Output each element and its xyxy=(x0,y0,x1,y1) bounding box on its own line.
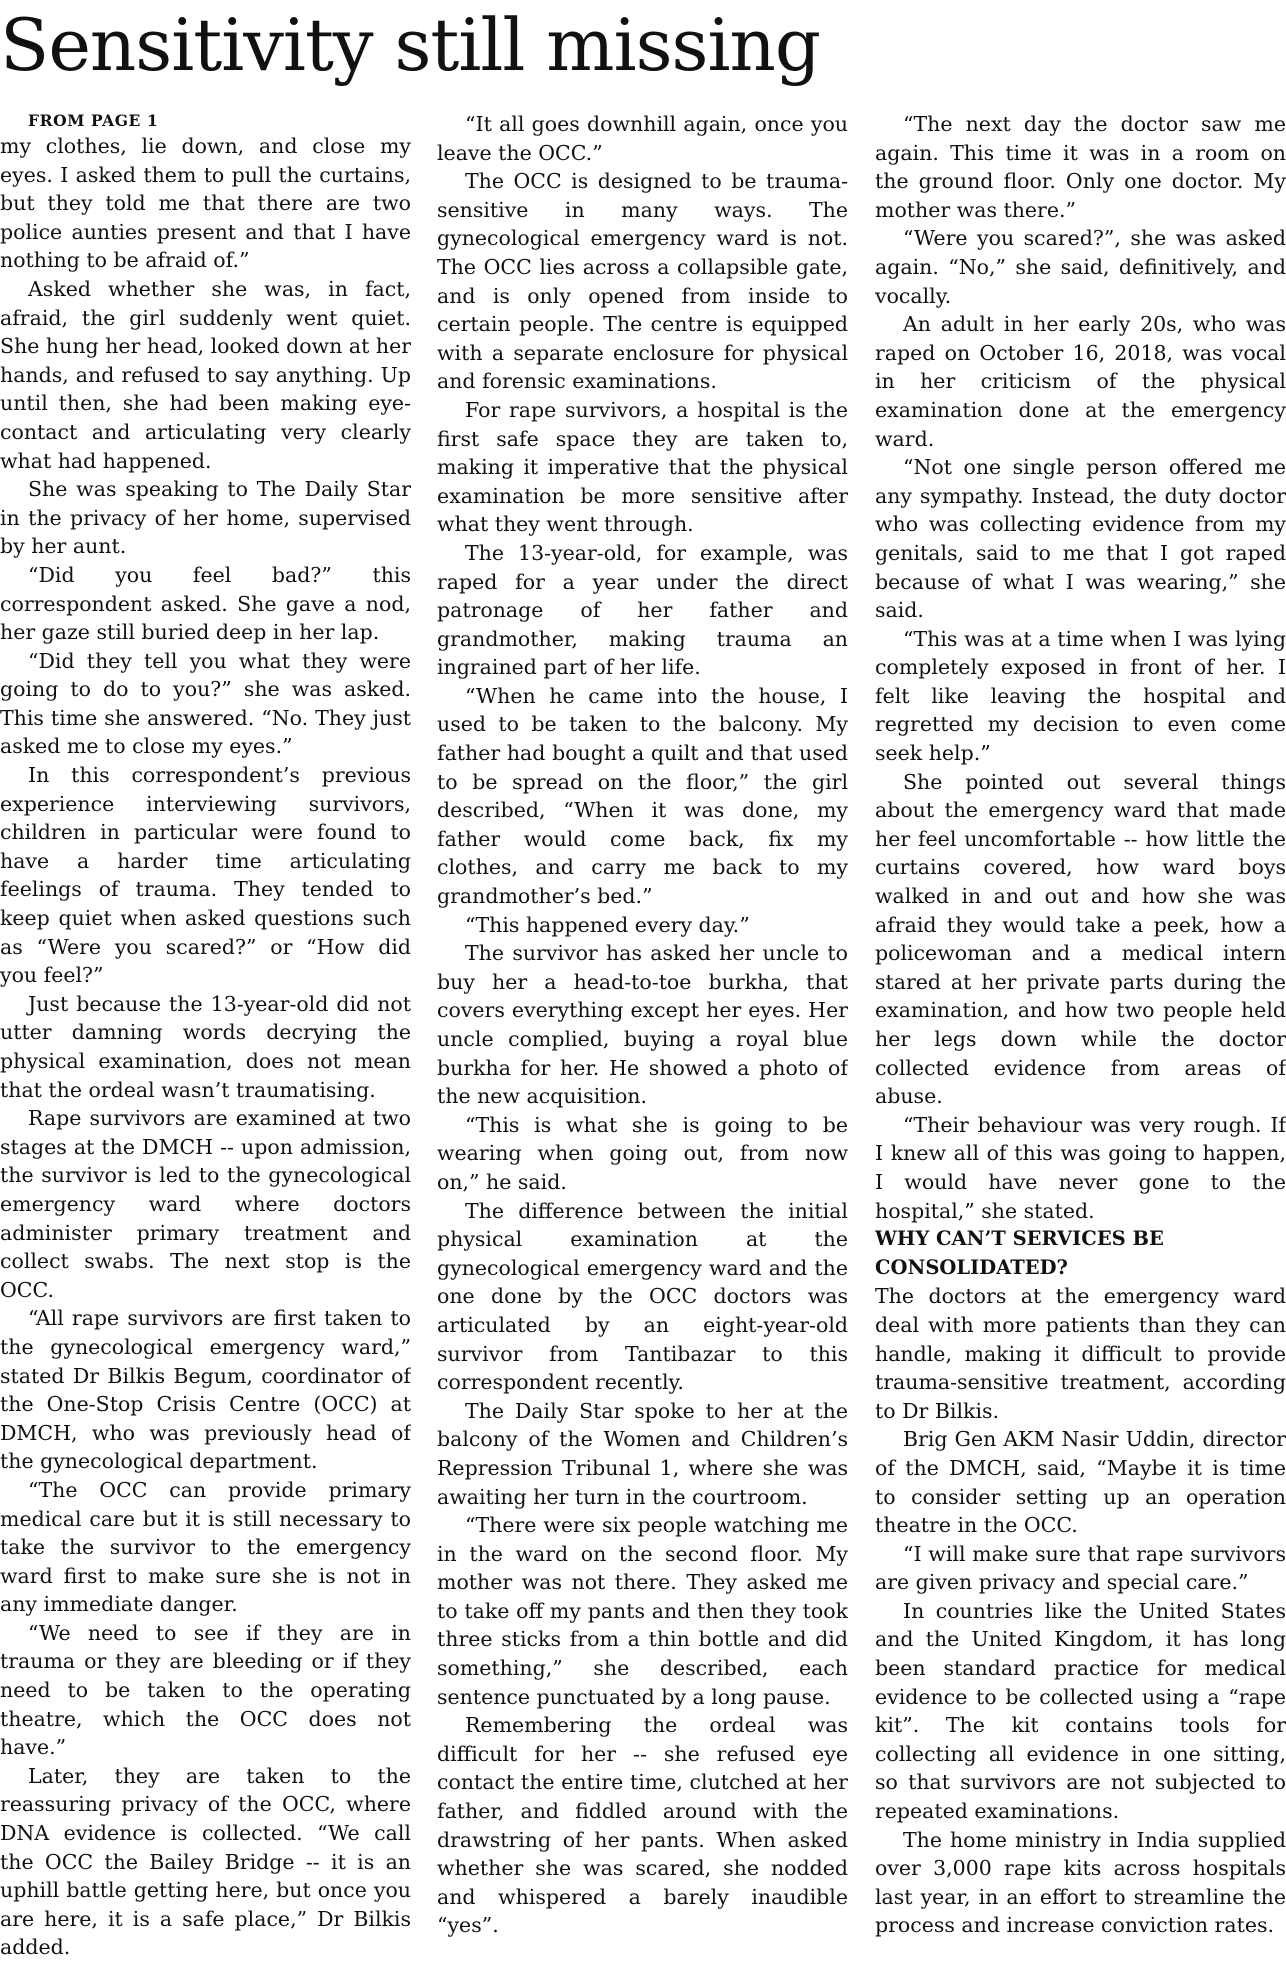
paragraph: Remembering the ordeal was difficult for her -- she refused eye contact the entire time, clutched at her father, and fiddled around with the drawstring of her pants. When asked whether she was scared, she nodded and whispered a barely inaudible “yes”. xyxy=(437,1713,848,1938)
article-column-3 xyxy=(875,110,1286,1970)
section-subhead: WHY CAN’T SERVICES BE CONSOLIDATED? xyxy=(875,1227,1164,1279)
article-column-2 xyxy=(437,110,848,1970)
paragraph: “I will make sure that rape survivors are given privacy and special care.” xyxy=(875,1541,1286,1595)
paragraph: The survivor has asked her uncle to buy her a head-to-toe burkha, that covers everything except her eyes. Her uncle complied, buying a royal blue burkha for her. He showed a photo of the new acquisition. xyxy=(437,941,848,1109)
paragraph: “There were six people watching me in the ward on the second floor. My mother was not there. They asked me to take off my pants and then they took three sticks from a thin bottle and did something,” she described, each sentence punctuated by a long pause. xyxy=(437,1513,848,1709)
paragraph: In countries like the United States and the United Kingdom, it has long been standard practice for medical evidence to be collected using a “rape kit”. The kit contains tools for collecting all evidence in one sitting, so that survivors are not subjected to repeated examinations. xyxy=(875,1598,1286,1824)
paragraph: my clothes, lie down, and close my eyes. I asked them to pull the curtains, but they told me that there are two police aunties present and that I have nothing to be afraid of.” xyxy=(0,134,411,273)
continuation-kicker: FROM PAGE 1 xyxy=(28,111,159,130)
paragraph: Just because the 13-year-old did not utter damning words decrying the physical examination, does not mean that the ordeal wasn’t traumatising. xyxy=(0,991,411,1102)
paragraph: “Did they tell you what they were going to do to you?” she was asked. This time she answered. “No. They just asked me to close my eyes.” xyxy=(0,648,411,759)
paragraph: “This happened every day.” xyxy=(465,912,750,937)
paragraph: “We need to see if they are in trauma or they are bleeding or if they need to be taken to the operating theatre, which the OCC does not have.” xyxy=(0,1620,411,1760)
paragraph: The doctors at the emergency ward deal with more patients than they can handle, making it difficult to provide trauma-sensitive treatment, according to Dr Bilkis. xyxy=(875,1284,1286,1423)
paragraph: “The next day the doctor saw me again. This time it was in a room on the ground floor. Only one doctor. My mother was there.” xyxy=(875,112,1286,222)
paragraph: “Were you scared?”, she was asked again. “No,” she said, definitively, and vocally. xyxy=(875,226,1286,308)
headline: Sensitivity still missing xyxy=(0,3,820,87)
paragraph: “This was at a time when I was lying completely exposed in front of her. I felt like leaving the hospital and regretted my decision to even come seek help.” xyxy=(875,626,1286,766)
paragraph: “The OCC can provide primary medical care but it is still necessary to take the survivor to the emergency ward first to make sure she is not in any immediate danger. xyxy=(0,1477,411,1617)
paragraph: In this correspondent’s previous experience interviewing survivors, children in particular were found to have a harder time articulating feelings of trauma. They tended to keep quiet when asked questions such as “Were you scared?” or “How did you feel?” xyxy=(0,763,411,988)
paragraph: Rape survivors are examined at two stages at the DMCH -- upon admission, the survivor is led to the gynecological emergency ward where doctors administer primary treatment and collect swabs. The next stop is the OCC. xyxy=(0,1106,411,1302)
paragraph: She was speaking to The Daily Star in the privacy of her home, supervised by her aunt. xyxy=(0,477,411,559)
paragraph: The OCC is designed to be trauma-sensitive in many ways. The gynecological emergency ward is not. The OCC lies across a collapsible gate, and is only opened from inside to certain people. The centre is equipped with a separate enclosure for physical and forensic examinations. xyxy=(437,169,848,394)
paragraph: “This is what she is going to be wearing when going out, from now on,” he said. xyxy=(437,1112,848,1194)
paragraph: “Not one single person offered me any sympathy. Instead, the duty doctor who was collecting evidence from my genitals, said to me that I got raped because of what I was wearing,” she said. xyxy=(875,455,1286,623)
paragraph: For rape survivors, a hospital is the first safe space they are taken to, making it imperative that the physical examination be more sensitive after what they went through. xyxy=(437,397,848,537)
paragraph: The home ministry in India supplied over 3,000 rape kits across hospitals last year, in an effort to streamline the process and increase conviction rates. xyxy=(875,1827,1286,1938)
paragraph: “Their behaviour was very rough. If I knew all of this was going to happen, I would have never gone to the hospital,” she stated. xyxy=(875,1112,1286,1223)
paragraph: Asked whether she was, in fact, afraid, the girl suddenly went quiet. She hung her head, looked down at her hands, and refused to say anything. Up until then, she had been making eye-contact and articulating very clearly what had happened. xyxy=(0,276,411,473)
paragraph: “When he came into the house, I used to be taken to the balcony. My father had bought a quilt and that used to be spread on the floor,” the girl described, “When it was done, my father would come back, fix my clothes, and carry me back to my grandmother’s bed.” xyxy=(437,683,848,909)
paragraph: “It all goes downhill again, once you leave the OCC.” xyxy=(437,112,848,165)
paragraph: The difference between the initial physical examination at the gynecological emergency ward and the one done by the OCC doctors was articulated by an eight-year-old survivor from Tantibazar to this correspondent recently. xyxy=(437,1198,848,1395)
paragraph: Later, they are taken to the reassuring privacy of the OCC, where DNA evidence is collected. “We call the OCC the Bailey Bridge -- it is an uphill battle getting here, but once you are here, it is a safe place,” Dr Bilkis added. xyxy=(0,1763,411,1960)
paragraph: She pointed out several things about the emergency ward that made her feel uncomfortable -- how little the curtains covered, how ward boys walked in and out and how she was afraid they would take a peek, how a policewoman and a medical intern stared at her private parts during the examination, and how two people held her legs down while the doctor collected evidence from areas of abuse. xyxy=(875,769,1286,1109)
paragraph: “All rape survivors are first taken to the gynecological emergency ward,” stated Dr Bilkis Begum, coordinator of the One-Stop Crisis Centre (OCC) at DMCH, who was previously head of the gynecological department. xyxy=(0,1306,411,1474)
paragraph: The 13-year-old, for example, was raped for a year under the direct patronage of her father and grandmother, making trauma an ingrained part of her life. xyxy=(437,540,848,680)
paragraph: An adult in her early 20s, who was raped on October 16, 2018, was vocal in her criticism of the physical examination done at the emergency ward. xyxy=(875,312,1286,451)
paragraph: The Daily Star spoke to her at the balcony of the Women and Children’s Repression Tribunal 1, where she was awaiting her turn in the courtroom. xyxy=(437,1398,848,1509)
paragraph: “Did you feel bad?” this correspondent asked. She gave a nod, her gaze still buried deep in her lap. xyxy=(0,562,411,645)
article-column-1 xyxy=(0,110,411,1970)
paragraph: Brig Gen AKM Nasir Uddin, director of the DMCH, said, “Maybe it is time to consider setting up an operation theatre in the OCC. xyxy=(875,1427,1286,1538)
